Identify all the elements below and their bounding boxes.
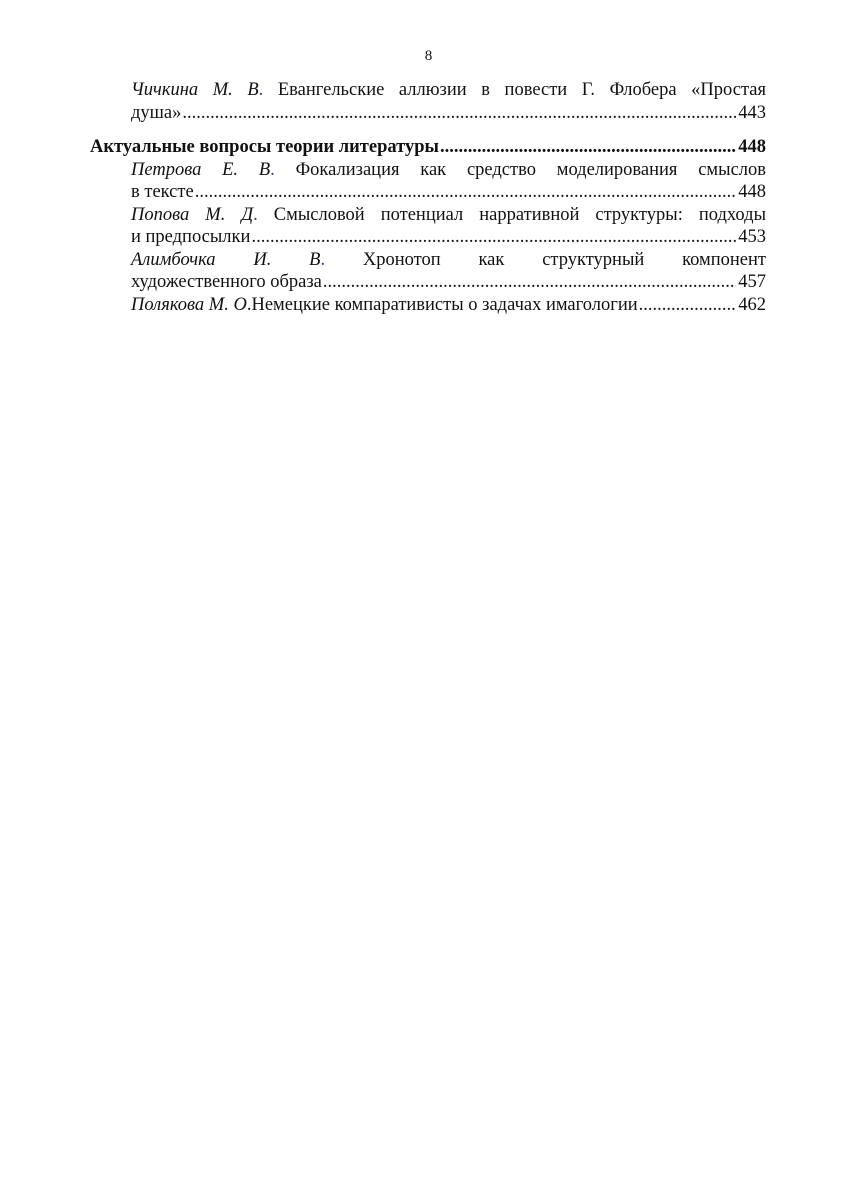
author-dot: .	[258, 80, 264, 100]
leader-dots	[323, 271, 736, 294]
toc-entry-author: Алимбочка И. В	[131, 249, 321, 270]
table-of-contents	[90, 79, 766, 316]
toc-entry-title-continued: душа»	[131, 102, 182, 123]
leader-dots	[195, 181, 737, 204]
author-dot: .	[320, 249, 326, 270]
leader-dots	[182, 102, 736, 125]
toc-entry-second-line	[131, 102, 766, 125]
author-dot: .	[246, 294, 252, 315]
toc-entry-author: Полякова М. О	[131, 294, 247, 315]
toc-entry-page: 448	[738, 182, 766, 202]
toc-entry-first-line	[131, 249, 766, 272]
leader-dots	[251, 226, 736, 249]
toc-entry-second-line	[131, 181, 766, 204]
toc-entry-title-continued: в тексте	[131, 182, 194, 202]
toc-entry-petrova[interactable]	[90, 159, 766, 204]
toc-entry-first-line	[131, 79, 766, 102]
author-dot: .	[270, 159, 275, 180]
toc-section-theory[interactable]	[90, 136, 766, 159]
toc-section-title: Актуальные вопросы теории литературы	[90, 137, 439, 157]
toc-entry-first-line	[131, 159, 766, 182]
toc-entry-title: Хронотоп как структурный компонент	[325, 249, 766, 270]
toc-entry-title: Фокализация как средство моделирования смыслов	[274, 159, 767, 180]
toc-entry-polyakova[interactable]	[90, 294, 766, 317]
author-dot: .	[253, 204, 258, 225]
toc-entry-title: Смысловой потенциал нарративной структуры: подходы	[257, 204, 766, 225]
toc-entry-first-line	[131, 204, 766, 227]
page-number: 8	[424, 48, 433, 64]
toc-entry-title: Немецкие компаративисты о задачах имагологии	[251, 294, 638, 315]
toc-entry-title-continued: художественного образа	[131, 272, 322, 292]
toc-entry-second-line	[131, 226, 766, 249]
toc-entry-page: 462	[738, 294, 766, 315]
toc-entry-author: Чичкина М. В	[131, 80, 259, 100]
toc-entry-second-line	[131, 271, 766, 294]
toc-entry-alimbochka[interactable]	[90, 249, 766, 294]
leader-dots	[440, 136, 736, 159]
toc-entry-page: 443	[738, 102, 766, 123]
toc-entry-author: Попова М. Д	[131, 204, 254, 225]
toc-entry-page: 457	[738, 272, 766, 292]
toc-entry-chichkina[interactable]	[90, 79, 766, 124]
toc-entry-author: Петрова Е. В	[131, 159, 271, 180]
toc-section-page: 448	[738, 137, 766, 157]
toc-entry-title: Евангельские аллюзии в повести Г. Флобера «Простая	[263, 80, 766, 100]
toc-entry-single-line	[131, 294, 766, 317]
toc-entry-title-continued: и предпосылки	[131, 227, 251, 247]
leader-dots	[639, 294, 737, 317]
toc-entry-page: 453	[738, 227, 766, 247]
toc-entry-popova[interactable]	[90, 204, 766, 249]
